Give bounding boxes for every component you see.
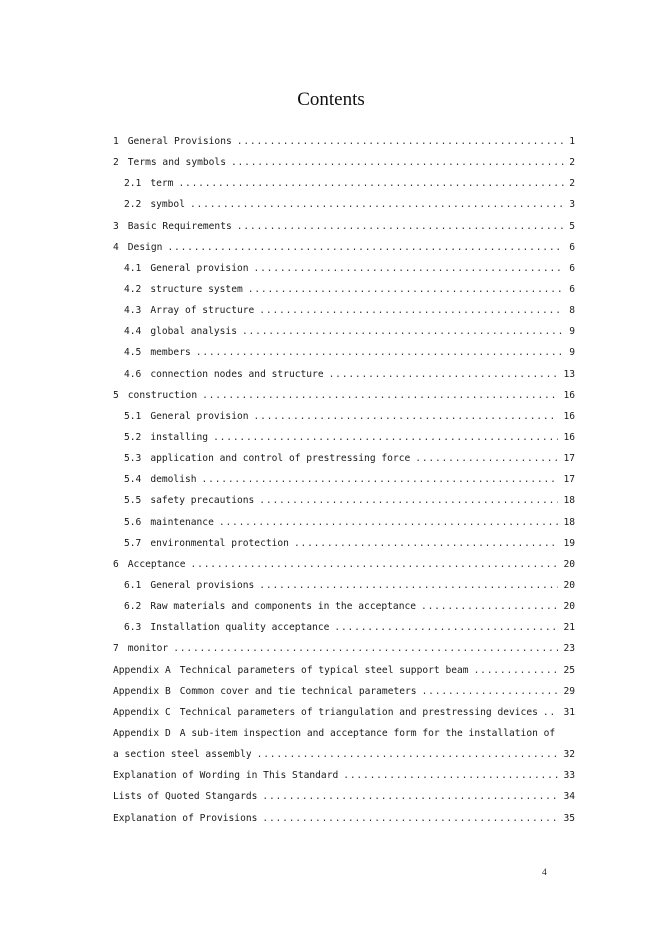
toc-entry-label: General Provisions bbox=[127, 136, 232, 147]
toc-entry-label: connection nodes and structure bbox=[150, 368, 324, 380]
toc-entry bbox=[113, 622, 575, 643]
toc-dot-leader bbox=[421, 601, 558, 612]
toc-entry-page: 19 bbox=[563, 537, 575, 549]
toc-entry-label: Raw materials and components in the acceptance bbox=[150, 601, 417, 613]
toc-entry-number: 4 bbox=[113, 241, 119, 253]
toc-dot-leader bbox=[262, 813, 558, 824]
toc-entry-page: 23 bbox=[563, 643, 575, 655]
toc-entry-page: 25 bbox=[563, 664, 575, 676]
toc-entry-page: 16 bbox=[563, 389, 575, 401]
toc-entry-number: 4.5 bbox=[124, 347, 142, 359]
toc-dot-leader bbox=[237, 136, 564, 147]
toc-entry-page: 31 bbox=[563, 706, 575, 718]
toc-entry bbox=[113, 749, 575, 770]
toc-dot-leader bbox=[259, 305, 564, 316]
toc-entry bbox=[113, 601, 575, 622]
toc-dot-leader bbox=[213, 432, 558, 443]
toc-entry-page: 18 bbox=[563, 495, 575, 507]
toc-entry-page: 2 bbox=[569, 178, 575, 190]
toc-dot-leader bbox=[343, 770, 558, 781]
toc-entry bbox=[113, 538, 575, 559]
toc-dot-leader bbox=[543, 707, 559, 718]
toc-entry-page: 3 bbox=[569, 199, 575, 211]
toc-entry bbox=[113, 495, 575, 516]
toc-dot-leader bbox=[219, 517, 559, 528]
toc-dot-leader bbox=[259, 580, 558, 591]
toc-dot-leader bbox=[173, 643, 558, 654]
toc-entry bbox=[113, 453, 575, 474]
toc-entry-label: structure system bbox=[150, 283, 243, 295]
toc-entry-label: General provisions bbox=[150, 579, 255, 591]
toc-entry-page: 21 bbox=[563, 622, 575, 634]
toc-entry-label: global analysis bbox=[150, 326, 237, 338]
toc-entry bbox=[113, 305, 575, 326]
toc-entry-label: application and control of prestressing force bbox=[150, 453, 411, 465]
toc-entry-number: 5 bbox=[113, 389, 119, 401]
toc-entry-page: 17 bbox=[563, 453, 575, 465]
toc-entry-number: Appendix A bbox=[113, 664, 171, 676]
toc-entry-page: 29 bbox=[563, 685, 575, 697]
toc-entry bbox=[113, 474, 575, 495]
toc-entry bbox=[113, 369, 575, 390]
toc-entry-page: 6 bbox=[569, 283, 575, 295]
toc-dot-leader bbox=[474, 665, 559, 676]
toc-entry bbox=[113, 813, 575, 834]
toc-dot-leader bbox=[242, 326, 564, 337]
toc-dot-leader bbox=[202, 474, 559, 485]
toc-entry-number: 7 bbox=[113, 643, 119, 655]
toc-entry bbox=[113, 517, 575, 538]
toc-entry-page: 5 bbox=[569, 220, 575, 232]
toc-entry-number: 2 bbox=[113, 157, 119, 169]
toc-dot-leader bbox=[415, 453, 558, 464]
toc-entry-label: environmental protection bbox=[150, 537, 289, 549]
toc-entry bbox=[113, 242, 575, 263]
toc-entry-label: demolish bbox=[150, 474, 197, 486]
toc-entry-number: 6.3 bbox=[124, 622, 142, 634]
toc-entry-number: 5.2 bbox=[124, 431, 142, 443]
toc-entry-number: 5.4 bbox=[124, 474, 142, 486]
toc-entry-number: 4.4 bbox=[124, 326, 142, 338]
toc-entry-number: Appendix B bbox=[113, 685, 171, 697]
toc-dot-leader bbox=[329, 369, 559, 380]
toc-entry-page: 34 bbox=[563, 791, 575, 803]
toc-entry-label: General provision bbox=[150, 262, 249, 274]
toc-entry-number: 3 bbox=[113, 220, 119, 232]
toc-dot-leader bbox=[190, 199, 564, 210]
toc-entry-page: 9 bbox=[569, 347, 575, 359]
toc-entry-label: Acceptance bbox=[127, 558, 186, 570]
toc-entry-label: Terms and symbols bbox=[127, 157, 226, 169]
toc-entry-label: Array of structure bbox=[150, 305, 255, 317]
toc-entry-page: 6 bbox=[569, 241, 575, 253]
toc-entry-number: 5.1 bbox=[124, 410, 142, 422]
toc-entry-label: General provision bbox=[150, 410, 249, 422]
toc-entry-label: Lists of Quoted Stangards bbox=[113, 791, 258, 803]
page-title: Contents bbox=[297, 89, 365, 110]
toc-entry-page: 18 bbox=[563, 516, 575, 528]
toc-entry-label: symbol bbox=[150, 199, 185, 211]
toc-entry-label: safety precautions bbox=[150, 495, 255, 507]
toc-entry-number: 4.1 bbox=[124, 262, 142, 274]
toc-entry-label: monitor bbox=[127, 643, 169, 655]
toc-entry-number: 6 bbox=[113, 558, 119, 570]
toc-entry-label: Explanation of Provisions bbox=[113, 812, 258, 824]
toc-dot-leader bbox=[294, 538, 558, 549]
toc-entry bbox=[113, 770, 575, 791]
toc-entry bbox=[113, 728, 575, 749]
toc-entry bbox=[113, 432, 575, 453]
toc-entry bbox=[113, 643, 575, 664]
toc-entry-label: Common cover and tie technical parameters bbox=[179, 685, 417, 697]
toc-entry-label: Explanation of Wording in This Standard bbox=[113, 770, 339, 782]
toc-entry bbox=[113, 199, 575, 220]
toc-entry bbox=[113, 665, 575, 686]
toc-entry-number: 6.1 bbox=[124, 579, 142, 591]
toc-entry-number: 4.2 bbox=[124, 283, 142, 295]
toc-dot-leader bbox=[422, 686, 559, 697]
toc-entry-number: 6.2 bbox=[124, 601, 142, 613]
toc-entry-number: Appendix C bbox=[113, 706, 171, 718]
toc-entry-label: members bbox=[150, 347, 191, 359]
toc-entry bbox=[113, 178, 575, 199]
toc-dot-leader bbox=[334, 622, 558, 633]
toc-dot-leader bbox=[254, 411, 559, 422]
toc-entry-label: term bbox=[150, 178, 174, 190]
toc-entry-page: 20 bbox=[563, 579, 575, 591]
toc-entry-label: installing bbox=[150, 431, 209, 443]
toc-dot-leader bbox=[178, 178, 564, 189]
toc-entry bbox=[113, 157, 575, 178]
toc-entry bbox=[113, 326, 575, 347]
toc-entry-number: 2.2 bbox=[124, 199, 142, 211]
toc-entry-page: 32 bbox=[563, 749, 575, 761]
toc-entry-page: 8 bbox=[569, 305, 575, 317]
toc-entry-label: Installation quality acceptance bbox=[150, 622, 330, 634]
toc-dot-leader bbox=[248, 284, 564, 295]
toc-entry bbox=[113, 411, 575, 432]
toc-entry bbox=[113, 347, 575, 368]
toc-entry-page: 35 bbox=[563, 812, 575, 824]
toc-entry bbox=[113, 791, 575, 812]
toc-entry bbox=[113, 263, 575, 284]
toc-entry bbox=[113, 221, 575, 242]
toc-dot-leader bbox=[191, 559, 559, 570]
toc-dot-leader bbox=[237, 221, 564, 232]
toc-entry-page: 20 bbox=[563, 558, 575, 570]
toc-entry bbox=[113, 136, 575, 157]
toc-entry bbox=[113, 284, 575, 305]
toc-entry-page: 2 bbox=[569, 157, 575, 169]
toc-entry-label: Basic Requirements bbox=[127, 220, 232, 232]
toc-dot-leader bbox=[257, 749, 559, 760]
toc-entry-label: Technical parameters of triangulation and prestressing devices bbox=[179, 706, 538, 718]
toc-entry-page: 16 bbox=[563, 410, 575, 422]
toc-dot-leader bbox=[231, 157, 564, 168]
toc-entry-number: 5.6 bbox=[124, 516, 142, 528]
toc-entry-page: 17 bbox=[563, 474, 575, 486]
toc-entry-label: Technical parameters of typical steel support beam bbox=[179, 664, 469, 676]
toc-dot-leader bbox=[167, 242, 564, 253]
toc-entry bbox=[113, 559, 575, 580]
toc-entry-page: 13 bbox=[563, 368, 575, 380]
toc-entry-number: 5.5 bbox=[124, 495, 142, 507]
toc-entry-page: 33 bbox=[563, 770, 575, 782]
toc-dot-leader bbox=[196, 347, 564, 358]
toc-entry bbox=[113, 707, 575, 728]
toc-entry bbox=[113, 390, 575, 411]
toc-entry-page: 1 bbox=[569, 136, 575, 147]
toc-entry-number: 4.6 bbox=[124, 368, 142, 380]
toc-entry-page: 9 bbox=[569, 326, 575, 338]
toc-dot-leader bbox=[202, 390, 558, 401]
toc-entry-label: Design bbox=[127, 241, 163, 253]
toc-entry bbox=[113, 686, 575, 707]
toc-entry-number: 2.1 bbox=[124, 178, 142, 190]
table-of-contents bbox=[113, 136, 575, 834]
toc-entry-number: 1 bbox=[113, 136, 119, 147]
toc-entry-label: construction bbox=[127, 389, 198, 401]
toc-entry-page: 20 bbox=[563, 601, 575, 613]
toc-entry-number: 5.3 bbox=[124, 453, 142, 465]
toc-entry-number: 4.3 bbox=[124, 305, 142, 317]
toc-entry-label: a section steel assembly bbox=[113, 749, 252, 761]
toc-dot-leader bbox=[259, 495, 558, 506]
toc-entry-label: maintenance bbox=[150, 516, 214, 528]
toc-entry-number: 5.7 bbox=[124, 537, 142, 549]
toc-dot-leader bbox=[262, 791, 558, 802]
toc-entry bbox=[113, 580, 575, 601]
toc-entry-page: 6 bbox=[569, 262, 575, 274]
toc-entry-number: Appendix D bbox=[113, 727, 171, 739]
page-number: 4 bbox=[542, 868, 547, 878]
toc-entry-label: A sub-item inspection and acceptance form for the installation of bbox=[179, 727, 556, 739]
toc-dot-leader bbox=[254, 263, 565, 274]
toc-entry-page: 16 bbox=[563, 431, 575, 443]
